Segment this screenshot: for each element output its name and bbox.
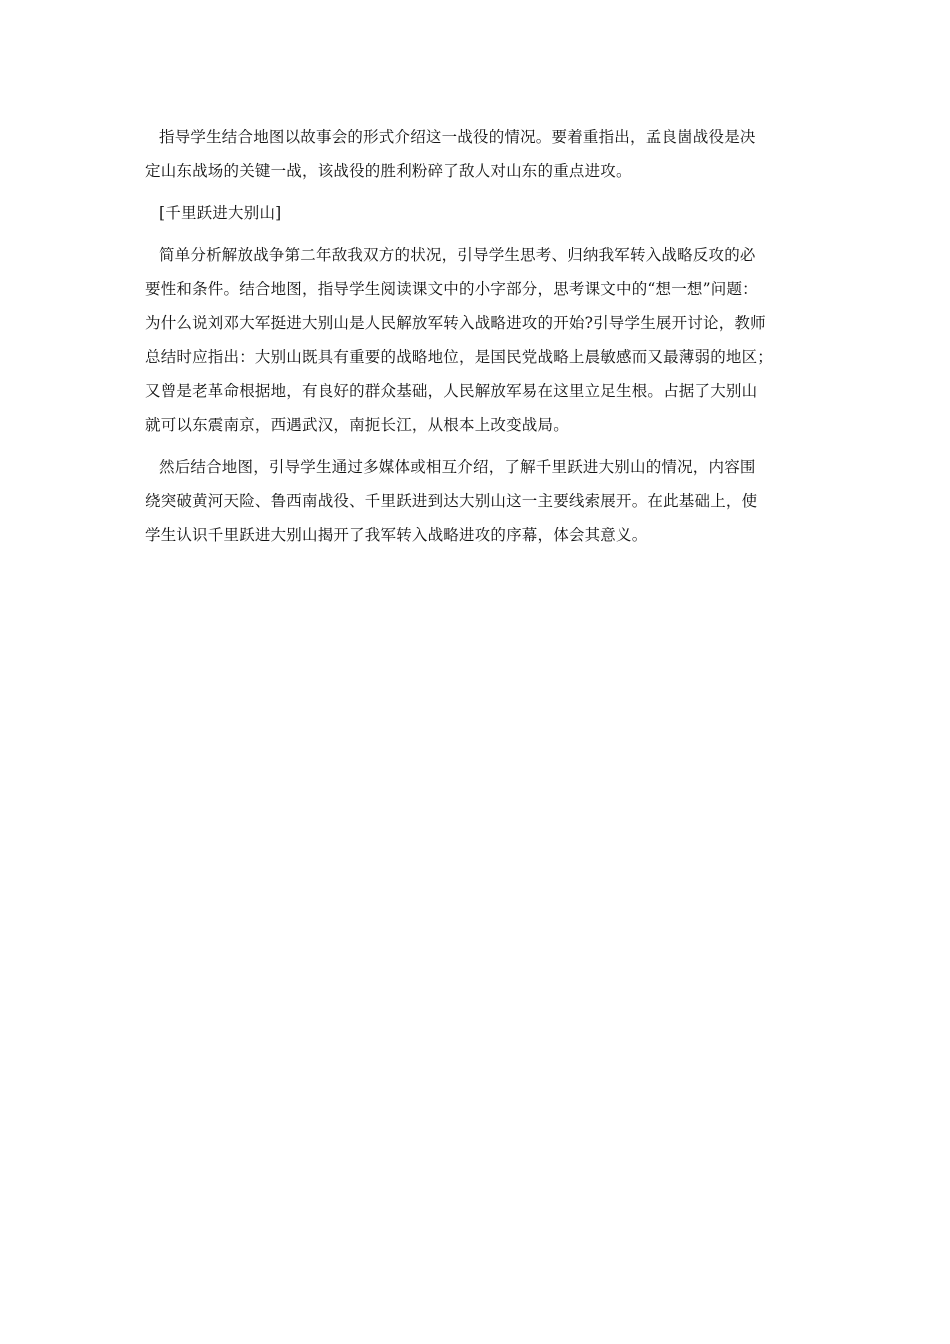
document-body <box>145 120 815 560</box>
paragraph-line: 然后结合地图，引导学生通过多媒体或相互介绍，了解千里跃进大别山的情况，内容围 <box>159 458 756 476</box>
paragraph-menglianggu <box>145 120 815 188</box>
paragraph-line: 为什么说刘邓大军挺进大别山是人民解放军转入战略进攻的开始?引导学生展开讨论，教师 <box>145 314 766 332</box>
paragraph-line: 简单分析解放战争第二年敌我双方的状况，引导学生思考、归纳我军转入战略反攻的必 <box>159 246 756 264</box>
paragraph-analysis <box>145 238 815 442</box>
paragraph-line: 绕突破黄河天险、鲁西南战役、千里跃进到达大别山这一主要线索展开。在此基础上，使 <box>145 492 758 510</box>
paragraph-line: 学生认识千里跃进大别山揭开了我军转入战略进攻的序幕，体会其意义。 <box>145 526 648 544</box>
paragraph-multimedia <box>145 450 815 552</box>
paragraph-line: 要性和条件。结合地图，指导学生阅读课文中的小字部分，思考课文中的“想一想”问题： <box>145 280 758 298</box>
section-heading-text: [千里跃进大别山] <box>159 204 282 222</box>
paragraph-line: 就可以东震南京，西遇武汉，南扼长江，从根本上改变战局。 <box>145 416 569 434</box>
paragraph-line: 定山东战场的关键一战，该战役的胜利粉碎了敌人对山东的重点进攻。 <box>145 162 632 180</box>
paragraph-line: 总结时应指出：大别山既具有重要的战略地位，是国民党战略上晨敏感而又最薄弱的地区； <box>145 348 774 366</box>
section-heading <box>145 196 815 230</box>
paragraph-line: 又曾是老革命根据地，有良好的群众基础，人民解放军易在这里立足生根。占据了大别山 <box>145 382 758 400</box>
paragraph-line: 指导学生结合地图以故事会的形式介绍这一战役的情况。要着重指出，孟良崮战役是决 <box>159 128 756 146</box>
